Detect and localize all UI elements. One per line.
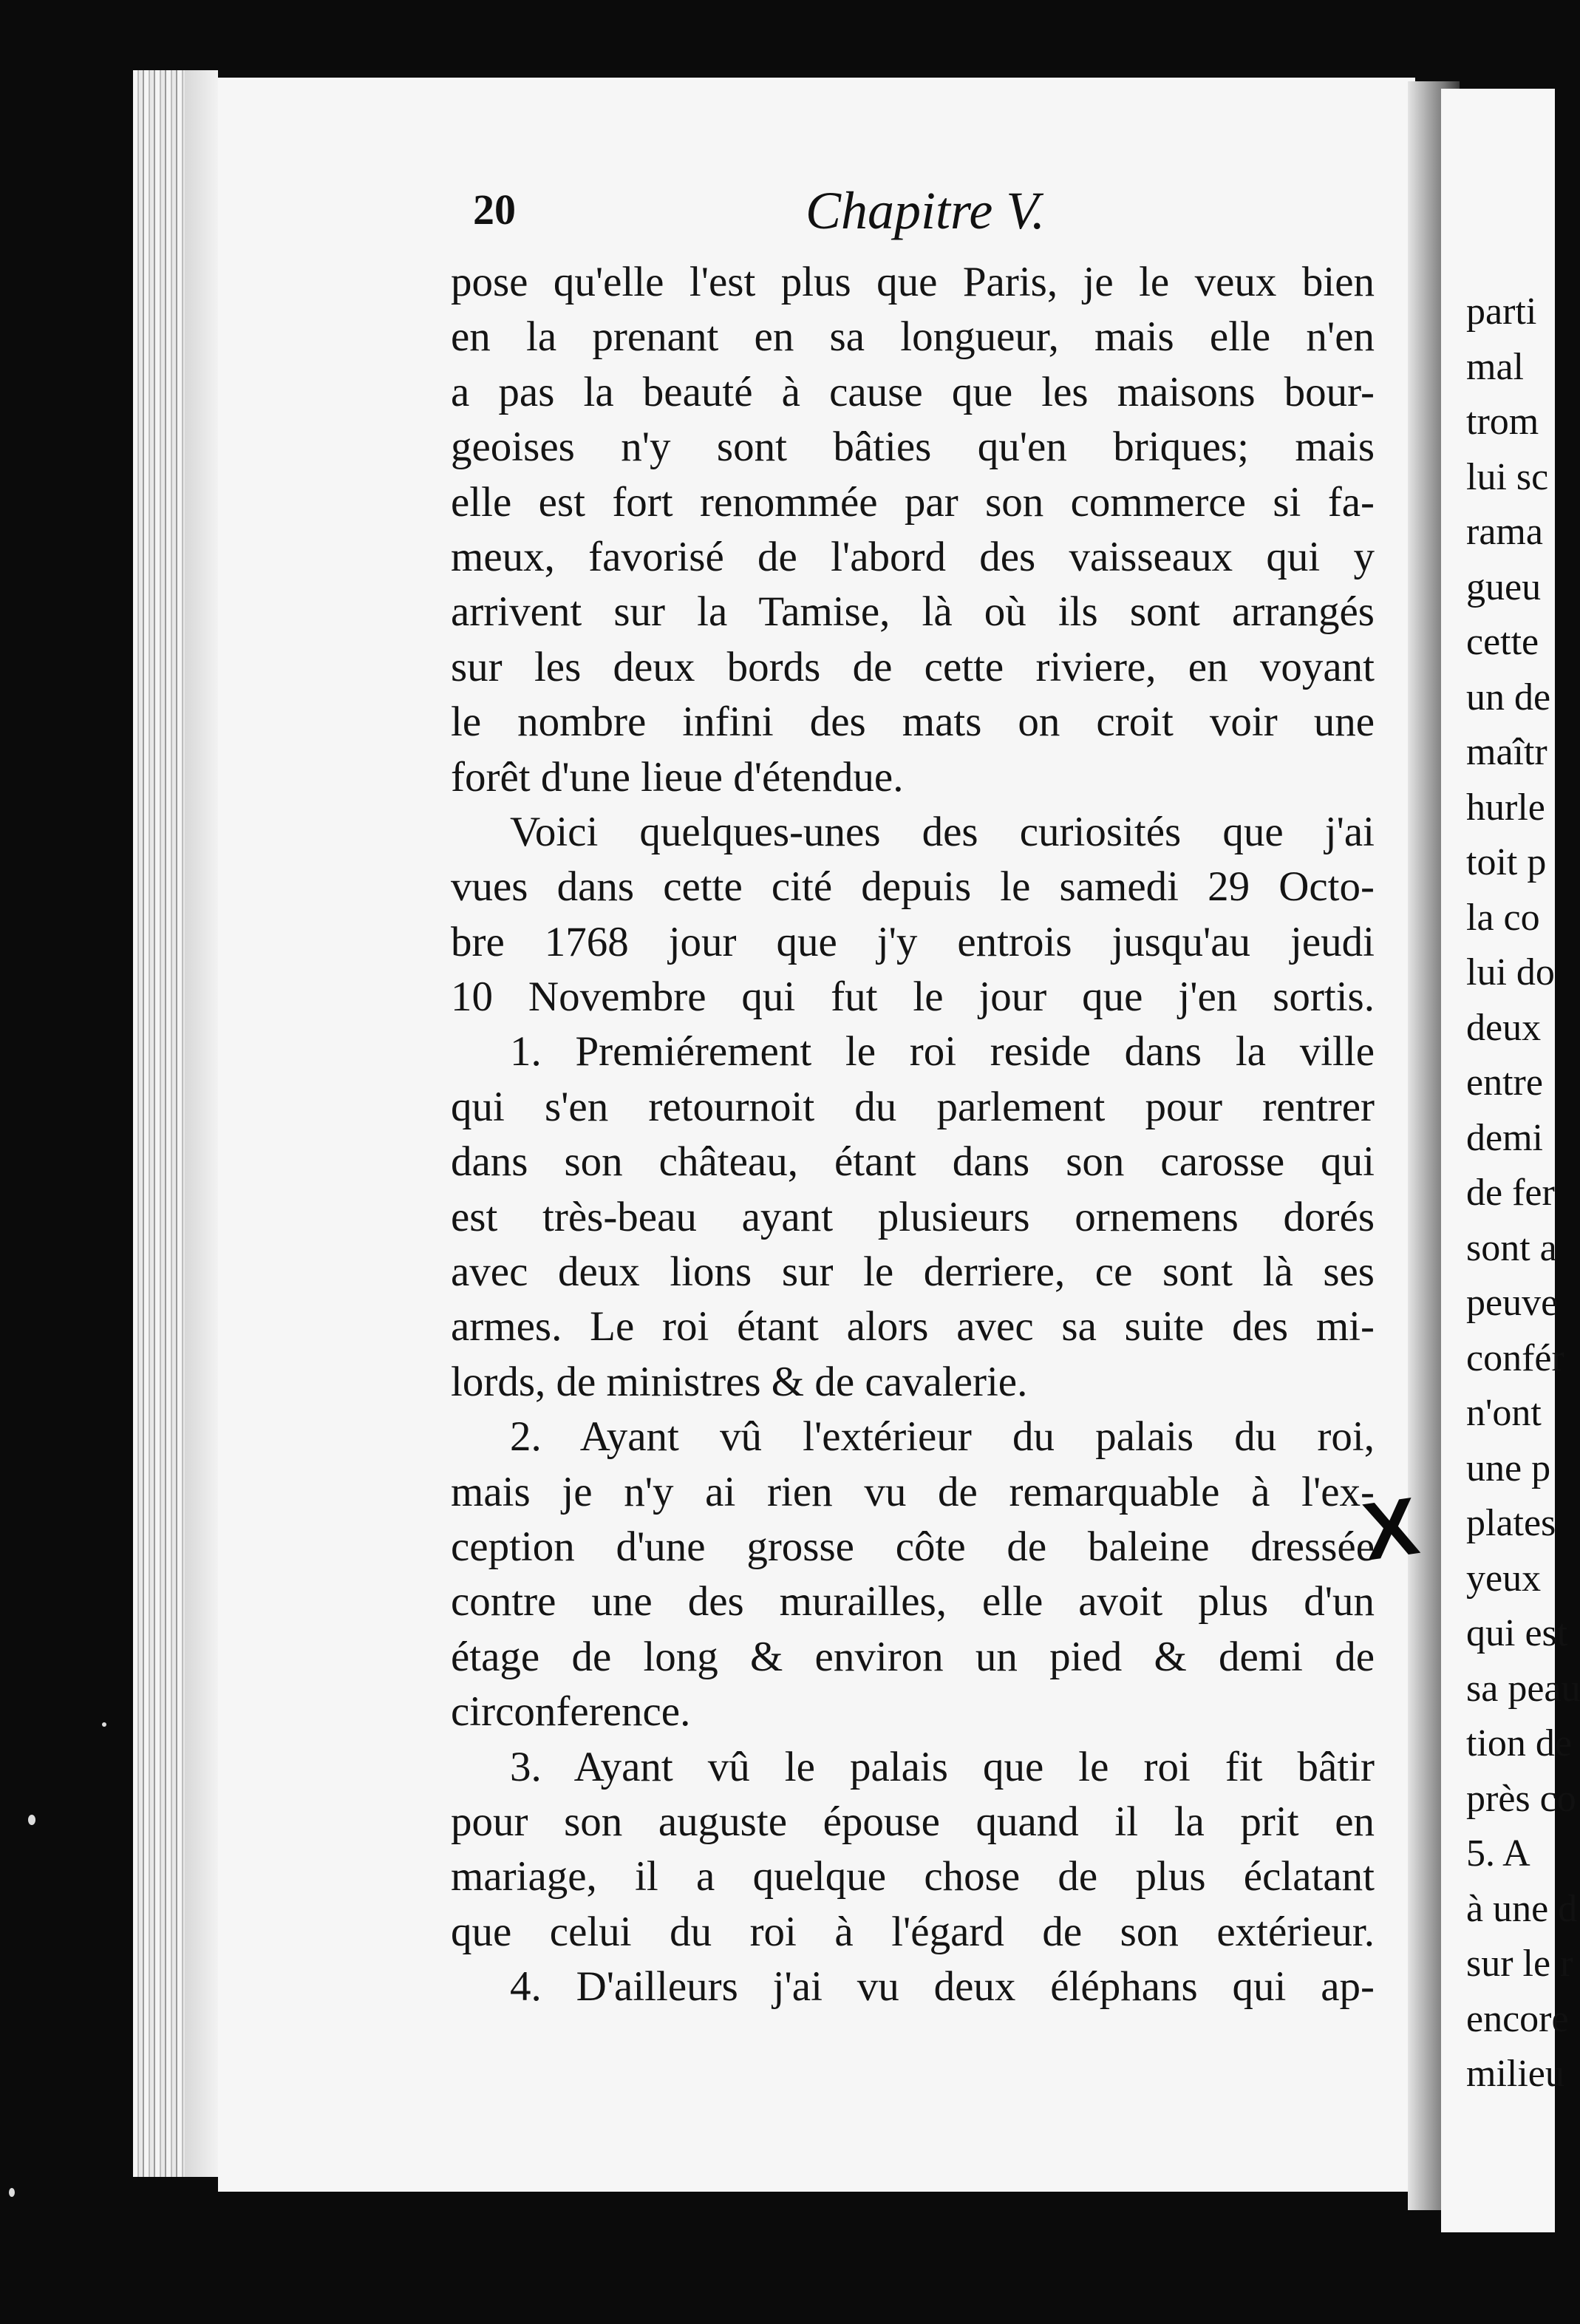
right-page-fragment: toit p: [1466, 841, 1547, 883]
right-page: [1441, 89, 1580, 2232]
text-line: 1. Premiérement le roi reside dans la ville: [510, 1028, 1375, 1076]
right-page-fragment: sa peau: [1466, 1667, 1580, 1710]
page-shadow: [185, 70, 218, 2177]
text-line: pose qu'elle l'est plus que Paris, je le veux bien: [451, 259, 1375, 305]
right-page-fragment: près co: [1466, 1777, 1576, 1820]
running-head: Chapitre V.: [806, 181, 1046, 240]
text-line: sur les deux bords de cette riviere, en voyant: [451, 643, 1375, 690]
text-line: que celui du roi à l'égard de son extérieur.: [451, 1908, 1375, 1955]
text-line: meux, favorisé de l'abord des vaisseaux qui y: [451, 533, 1375, 580]
right-page-fragment: entre: [1466, 1061, 1543, 1104]
text-line: forêt d'une lieue d'étendue.: [451, 753, 904, 801]
page-number: 20: [473, 186, 516, 234]
text-line: arrivent sur la Tamise, là où ils sont arrangés: [451, 588, 1375, 636]
page-header: [473, 181, 1382, 244]
body-text: [451, 255, 1375, 2015]
handwritten-margin-mark: X: [1357, 1480, 1424, 1578]
right-page-fragment: yeux: [1466, 1557, 1542, 1600]
right-page-fragment: n'ont: [1466, 1392, 1542, 1434]
text-line: 2. Ayant vû l'extérieur du palais du roi,: [510, 1413, 1375, 1461]
right-page-fragment: plates: [1466, 1502, 1556, 1544]
text-line: lords, de ministres & de cavalerie.: [451, 1358, 1028, 1405]
right-page-fragment: parti: [1466, 290, 1537, 333]
right-page-fragment: de fer: [1466, 1172, 1555, 1214]
text-line: est très-beau ayant plusieurs ornemens dorés: [451, 1193, 1375, 1240]
text-line: a pas la beauté à cause que les maisons bour-: [451, 368, 1375, 415]
text-line: qui s'en retournoit du parlement pour rentrer: [451, 1083, 1375, 1130]
right-page-fragment: un de: [1466, 676, 1551, 718]
right-page-fragment: milieu: [1466, 2053, 1564, 2095]
right-page-fragment: à une d: [1466, 1887, 1578, 1930]
text-line: le nombre infini des mats on croit voir une: [451, 699, 1375, 746]
text-line: avec deux lions sur le derriere, ce sont là ses: [451, 1248, 1375, 1296]
right-page-fragment: lui sc: [1466, 455, 1549, 498]
right-page-fragment: cette: [1466, 621, 1539, 663]
text-line: bre 1768 jour que j'y entrois jusqu'au jeudi: [451, 918, 1375, 965]
text-line: ception d'une grosse côte de baleine dressée: [451, 1523, 1375, 1570]
scan-speck: [9, 2188, 15, 2197]
right-page-fragment: demi: [1466, 1116, 1543, 1159]
right-page-fragment: maîtr: [1466, 731, 1547, 773]
text-line: étage de long & environ un pied & demi de: [451, 1633, 1375, 1680]
right-page-fragment: hurle: [1466, 786, 1545, 829]
right-page-fragment: 5. A: [1466, 1832, 1530, 1875]
text-line: contre une des murailles, elle avoit plus d'un: [451, 1578, 1375, 1625]
right-page-fragment: trom: [1466, 401, 1539, 443]
text-line: mariage, il a quelque chose de plus éclatant: [451, 1853, 1375, 1900]
right-page-fragment: gueu: [1466, 565, 1542, 608]
text-line: elle est fort renommée par son commerce si fa-: [451, 478, 1375, 526]
right-page-fragment: sur le r: [1466, 1943, 1573, 1985]
right-page-fragment: lui do: [1466, 951, 1555, 993]
right-page-fragment: mal: [1466, 345, 1524, 388]
text-line: 3. Ayant vû le palais que le roi fit bâtir: [510, 1743, 1375, 1790]
text-line: Voici quelques-unes des curiosités que j'ai: [510, 808, 1375, 855]
text-line: 4. D'ailleurs j'ai vu deux éléphans qui ap-: [510, 1963, 1375, 2011]
text-line: vues dans cette cité depuis le samedi 29 Octo-: [451, 863, 1375, 911]
right-page-fragment: tion de: [1466, 1722, 1572, 1764]
right-page-fragment: encore: [1466, 1997, 1569, 2040]
right-page-fragment: deux: [1466, 1006, 1542, 1049]
right-page-fragment: sont a: [1466, 1226, 1557, 1269]
text-line: dans son château, étant dans son carosse qui: [451, 1138, 1375, 1186]
text-line: en la prenant en sa longueur, mais elle n'en: [451, 313, 1375, 361]
right-page-fragment: une p: [1466, 1447, 1551, 1489]
right-page-fragment: confér: [1466, 1336, 1564, 1379]
book-leaf-edges: [133, 70, 185, 2177]
text-line: mais je n'y ai rien vu de remarquable à l'ex-: [451, 1468, 1375, 1515]
right-page-fragment: la co: [1466, 896, 1540, 939]
right-page-fragment: peuve: [1466, 1282, 1559, 1324]
text-line: geoises n'y sont bâties qu'en briques; mais: [451, 424, 1375, 471]
text-line: armes. Le roi étant alors avec sa suite des mi-: [451, 1303, 1375, 1350]
text-line: 10 Novembre qui fut le jour que j'en sortis.: [451, 974, 1375, 1021]
right-page-fragment: qui est: [1466, 1612, 1568, 1654]
right-page-fragment: rama: [1466, 511, 1543, 553]
text-line: pour son auguste épouse quand il la prit en: [451, 1798, 1375, 1845]
scan-speck: [28, 1815, 35, 1825]
scan-speck: [102, 1722, 106, 1727]
text-line: circonference.: [451, 1688, 691, 1736]
